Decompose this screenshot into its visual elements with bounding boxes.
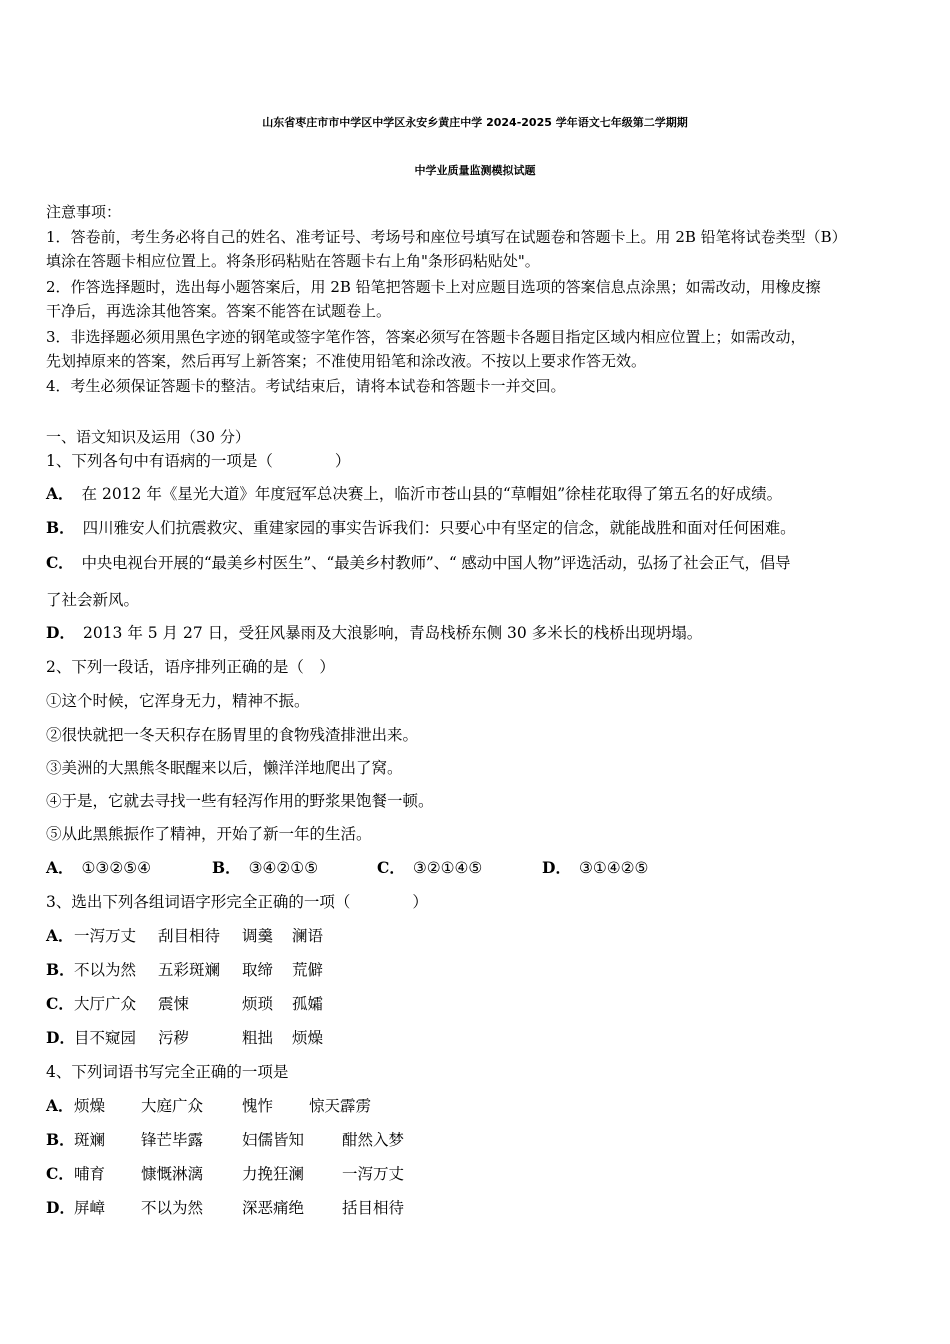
option-label: D． (46, 623, 75, 642)
notice-heading: 注意事项： (46, 203, 122, 221)
option-label: B． (46, 1130, 75, 1149)
question-2-sentence: ④于是，它就去寻找一些有轻泻作用的野浆果饱餐一顿。 (46, 792, 434, 810)
question-2-option-d (542, 857, 648, 879)
question-4-option-c (46, 1163, 906, 1185)
option-word: 妇儒皆知 (242, 1131, 305, 1149)
option-label: B． (46, 518, 75, 537)
option-label: C． (46, 994, 74, 1013)
question-1-option-c-continued (46, 589, 906, 611)
question-4-stem: 4、下列词语书写完全正确的一项是 (46, 1063, 289, 1081)
option-text: 在 2012 年《星光大道》年度冠军总决赛上，临沂市苍山县的“草帽姐”徐桂花取得了第五名的好成绩。 (81, 485, 783, 503)
option-word: 酣然入梦 (342, 1131, 405, 1149)
exam-title-line-2: 中学业质量监测模拟试题 (414, 164, 536, 177)
option-text: 四川雅安人们抗震救灾、重建家园的事实告诉我们：只要心中有坚定的信念，就能战胜和面对任何困难。 (82, 519, 796, 537)
option-word: 刮目相待 (158, 927, 221, 945)
option-word: 一泻万丈 (342, 1165, 405, 1183)
option-word: 力挽狂澜 (242, 1165, 305, 1183)
question-2-sentence: ①这个时候，它浑身无力，精神不振。 (46, 692, 310, 710)
question-1-option-d (46, 622, 906, 644)
option-text: ③①④②⑤ (578, 859, 649, 877)
notice-line: 1．答卷前，考生务必将自己的姓名、准考证号、考场号和座位号填写在试题卷和答题卡上。用 2B 铅笔将试卷类型（B） (46, 228, 847, 246)
option-word: 斑斓 (74, 1131, 106, 1149)
option-text: 了社会新风。 (46, 591, 140, 609)
option-label: D． (46, 1028, 75, 1047)
option-word: 愧怍 (242, 1097, 274, 1115)
question-3-option-c (46, 993, 906, 1015)
question-2-option-c (377, 857, 482, 879)
question-3-option-d (46, 1027, 906, 1049)
option-word: 五彩斑斓 (158, 961, 221, 979)
question-1-option-a (46, 483, 906, 505)
question-2-sentence: ⑤从此黑熊振作了精神，开始了新一年的生活。 (46, 825, 372, 843)
option-word: 调羹 (242, 927, 274, 945)
option-label: C． (377, 858, 405, 877)
option-word: 括目相待 (342, 1199, 405, 1217)
question-2-options (46, 857, 906, 879)
notice-line: 填涂在答题卡相应位置上。将条形码粘贴在答题卡右上角"条形码粘贴处"。 (46, 252, 540, 270)
question-4-option-a (46, 1095, 906, 1117)
option-label: B． (212, 858, 241, 877)
option-word: 哺育 (74, 1165, 106, 1183)
question-3-option-a (46, 925, 906, 947)
question-3-stem: 3、选出下列各组词语字形完全正确的一项（ ） (46, 893, 428, 911)
option-word: 粗拙 (242, 1029, 274, 1047)
option-word: 震悚 (158, 995, 190, 1013)
option-label: A． (46, 858, 74, 877)
option-text: ①③②⑤④ (81, 859, 152, 877)
option-word: 锋芒毕露 (141, 1131, 204, 1149)
option-label: C． (46, 553, 74, 572)
question-2-stem: 2、下列一段话，语序排列正确的是（ ） (46, 658, 335, 676)
question-3-option-b (46, 959, 906, 981)
notice-line: 2．作答选择题时，选出每小题答案后，用 2B 铅笔把答题卡上对应题目选项的答案信息点涂黑；如需改动，用橡皮擦 (46, 278, 821, 296)
question-1-option-b (46, 517, 906, 539)
option-text: ③④②①⑤ (248, 859, 319, 877)
option-word: 一泻万丈 (74, 927, 137, 945)
option-word: 不以为然 (141, 1199, 204, 1217)
notice-line: 干净后，再选涂其他答案。答案不能答在试题卷上。 (46, 302, 392, 320)
option-word: 深恶痛绝 (242, 1199, 305, 1217)
option-word: 目不窥园 (74, 1029, 137, 1047)
option-text: ③②①④⑤ (412, 859, 483, 877)
option-word: 烦琐 (242, 995, 274, 1013)
option-text: 2013 年 5 月 27 日，受狂风暴雨及大浪影响，青岛栈桥东侧 30 多米长的栈桥出现坍塌。 (82, 624, 703, 642)
option-word: 烦燥 (292, 1029, 324, 1047)
option-label: A． (46, 484, 74, 503)
question-4-option-b (46, 1129, 906, 1151)
option-word: 取缔 (242, 961, 274, 979)
option-label: A． (46, 926, 74, 945)
question-2-option-a (46, 857, 151, 879)
option-word: 大庭广众 (141, 1097, 204, 1115)
section-heading: 一、语文知识及运用（30 分） (46, 428, 250, 446)
option-label: B． (46, 960, 75, 979)
option-word: 惊天霹雳 (309, 1097, 372, 1115)
option-word: 不以为然 (74, 961, 137, 979)
option-word: 屏嶂 (74, 1199, 106, 1217)
exam-title-line-1: 山东省枣庄市市中学区中学区永安乡黄庄中学 2024-2025 学年语文七年级第二学期期 (262, 116, 688, 129)
option-label: C． (46, 1164, 74, 1183)
question-1-option-c (46, 552, 906, 574)
option-word: 澜语 (292, 927, 324, 945)
option-word: 大厅广众 (74, 995, 137, 1013)
option-word: 荒僻 (292, 961, 324, 979)
notice-line: 3．非选择题必须用黑色字迹的钢笔或签字笔作答，答案必须写在答题卡各题目指定区域内相应位置上；如需改动， (46, 328, 806, 346)
option-word: 污秽 (158, 1029, 190, 1047)
question-2-sentence: ③美洲的大黑熊冬眠醒来以后，懒洋洋地爬出了窝。 (46, 759, 403, 777)
notice-line: 先划掉原来的答案，然后再写上新答案；不准使用铅笔和涂改液。不按以上要求作答无效。 (46, 352, 647, 370)
option-text: 中央电视台开展的“最美乡村医生”、“最美乡村教师”、“ 感动中国人物”评选活动，弘扬了社会正气，倡导 (81, 554, 791, 572)
question-2-sentence: ②很快就把一冬天积存在肠胃里的食物残渣排泄出来。 (46, 726, 419, 744)
option-word: 慷慨淋漓 (141, 1165, 204, 1183)
question-1-stem: 1、下列各句中有语病的一项是（ ） (46, 452, 351, 470)
question-4-option-d (46, 1197, 906, 1219)
notice-line: 4．考生必须保证答题卡的整洁。考试结束后，请将本试卷和答题卡一并交回。 (46, 377, 566, 395)
option-word: 孤孀 (292, 995, 324, 1013)
option-word: 烦燥 (74, 1097, 106, 1115)
option-label: A． (46, 1096, 74, 1115)
option-label: D． (46, 1198, 75, 1217)
option-label: D． (542, 858, 571, 877)
question-2-option-b (212, 857, 318, 879)
